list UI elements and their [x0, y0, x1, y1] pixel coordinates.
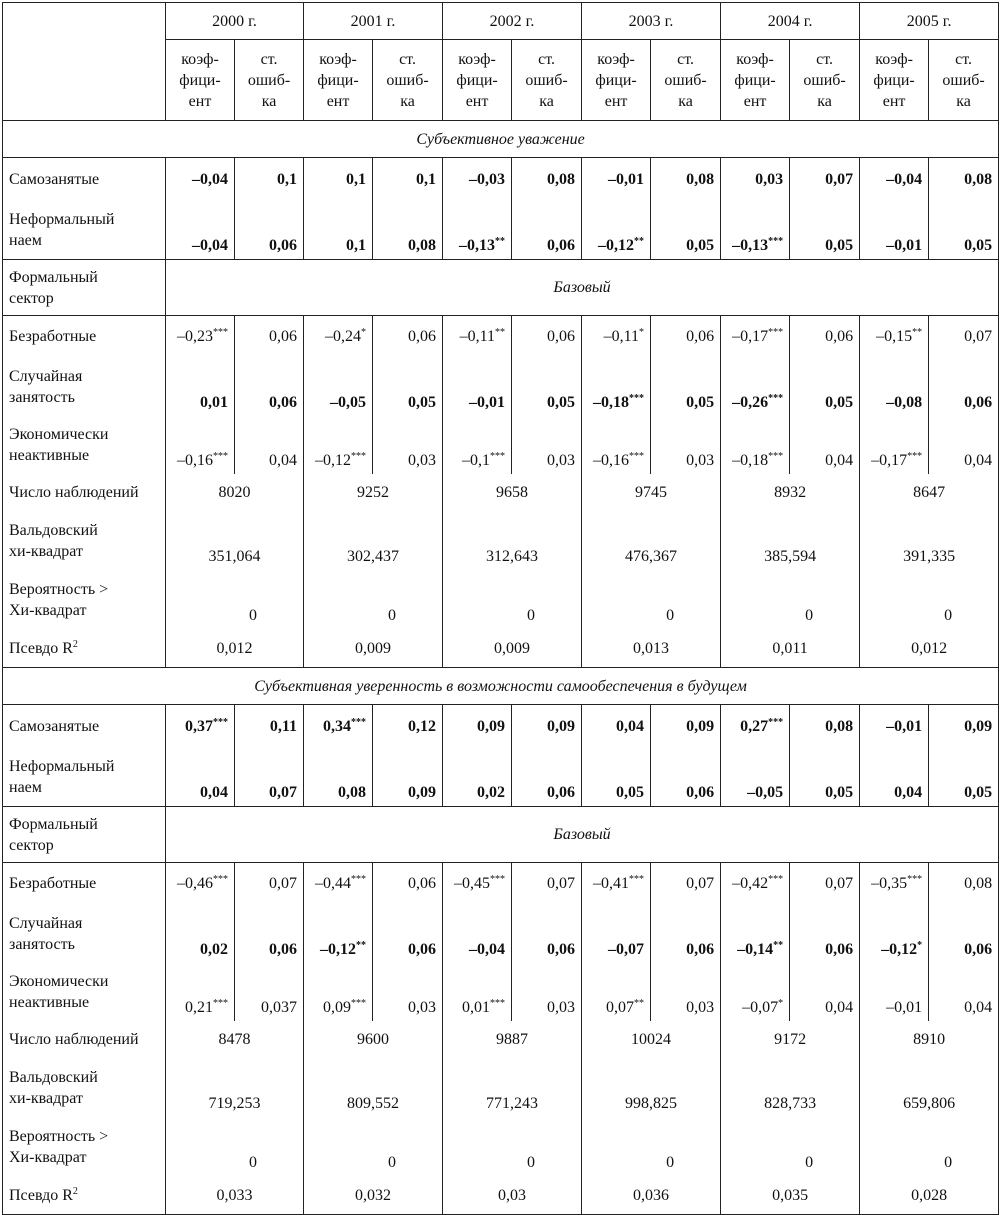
stderr-cell: 0,03 [373, 963, 443, 1021]
stderr-cell: 0,05 [373, 358, 443, 416]
coef-cell: –0,35*** [860, 863, 929, 905]
stderr-cell: 0,08 [373, 202, 443, 260]
significance-stars: *** [490, 997, 506, 1009]
coef-cell: –0,04 [166, 158, 235, 202]
coef-cell: –0,12* [860, 905, 929, 963]
significance-stars: *** [768, 327, 784, 339]
coef-cell: 0,37*** [166, 705, 235, 749]
stderr-column-header: ст. ошиб- ка [790, 40, 860, 121]
significance-stars: *** [907, 450, 923, 462]
column-subheader-row [3, 40, 999, 121]
stderr-cell: 0,037 [235, 963, 304, 1021]
stat-value: 0 [721, 571, 860, 630]
stat-value: 302,437 [304, 512, 443, 571]
stderr-cell: 0,08 [790, 705, 860, 749]
coef-cell: 0,01*** [443, 963, 512, 1021]
significance-stars: *** [351, 450, 367, 462]
stat-value: 0 [304, 571, 443, 630]
coef-cell: 0,05 [582, 749, 651, 807]
significance-stars: ** [495, 327, 506, 339]
significance-stars: *** [213, 997, 228, 1009]
stat-value: 0,028 [860, 1177, 999, 1215]
stderr-column-header: ст. ошиб- ка [651, 40, 721, 121]
stderr-cell: 0,07 [790, 158, 860, 202]
stderr-column-header: ст. ошиб- ка [373, 40, 443, 121]
table-row [3, 749, 999, 807]
stat-value: 998,825 [582, 1059, 721, 1118]
year-header: 2002 г. [443, 3, 582, 40]
stderr-cell: 0,1 [373, 158, 443, 202]
stderr-cell: 0,05 [651, 202, 721, 260]
coef-cell: –0,12** [304, 905, 373, 963]
stat-value: 8020 [166, 474, 304, 512]
stderr-cell: 0,03 [651, 416, 721, 474]
coef-cell: –0,45*** [443, 863, 512, 905]
stat-value: 0,011 [721, 630, 860, 668]
row-label: Случайная занятость [3, 905, 166, 963]
stat-value: 771,243 [443, 1059, 582, 1118]
stderr-cell: 0,06 [651, 905, 721, 963]
stderr-cell: 0,06 [373, 863, 443, 905]
significance-stars: *** [629, 450, 645, 462]
significance-stars: *** [213, 450, 228, 462]
year-header: 2005 г. [860, 3, 999, 40]
stat-value: 385,594 [721, 512, 860, 571]
year-header: 2004 г. [721, 3, 860, 40]
stderr-cell: 0,05 [790, 358, 860, 416]
stat-value: 9172 [721, 1021, 860, 1059]
coef-cell: –0,04 [860, 158, 929, 202]
table-row [3, 202, 999, 260]
significance-stars: *** [351, 717, 367, 729]
coef-cell: –0,12*** [304, 416, 373, 474]
stderr-cell: 0,08 [512, 158, 582, 202]
coef-cell: 0,08 [304, 749, 373, 807]
stat-value: 0 [582, 571, 721, 630]
stat-row [3, 1059, 999, 1118]
coef-cell: 0,09*** [304, 963, 373, 1021]
significance-stars: *** [629, 392, 645, 404]
stat-row [3, 474, 999, 512]
table-row [3, 705, 999, 749]
coef-cell: –0,05 [304, 358, 373, 416]
stat-value: 0,009 [304, 630, 443, 668]
stderr-cell: 0,06 [235, 358, 304, 416]
stat-value: 809,552 [304, 1059, 443, 1118]
coef-cell: 0,1 [304, 158, 373, 202]
corner-cell [3, 3, 166, 40]
stderr-cell: 0,06 [651, 749, 721, 807]
coef-cell: –0,23*** [166, 316, 235, 358]
stat-value: 8647 [860, 474, 999, 512]
year-header-row [3, 3, 999, 40]
stat-row [3, 1177, 999, 1215]
coef-cell: 0,09 [443, 705, 512, 749]
corner-cell [3, 40, 166, 121]
year-header: 2001 г. [304, 3, 443, 40]
stderr-cell: 0,06 [512, 749, 582, 807]
coef-cell: –0,41*** [582, 863, 651, 905]
coef-cell: –0,44*** [304, 863, 373, 905]
stderr-cell: 0,04 [790, 416, 860, 474]
coef-cell: 0,02 [443, 749, 512, 807]
stat-value: 0 [166, 1118, 304, 1177]
row-label: Безработные [3, 316, 166, 358]
regression-table [2, 2, 999, 1215]
stat-value: 9658 [443, 474, 582, 512]
stat-value: 351,064 [166, 512, 304, 571]
stat-value: 719,253 [166, 1059, 304, 1118]
stderr-cell: 0,07 [512, 863, 582, 905]
stderr-cell: 0,07 [235, 749, 304, 807]
stderr-cell: 0,08 [929, 158, 999, 202]
coef-cell: –0,01 [582, 158, 651, 202]
coef-cell: 0,03 [721, 158, 790, 202]
stderr-cell: 0,1 [235, 158, 304, 202]
coef-cell: –0,05 [721, 749, 790, 807]
stderr-cell: 0,08 [651, 158, 721, 202]
stderr-column-header: ст. ошиб- ка [929, 40, 999, 121]
stat-row [3, 512, 999, 571]
stderr-cell: 0,05 [929, 202, 999, 260]
significance-stars: *** [213, 874, 228, 886]
coef-cell: –0,01 [860, 202, 929, 260]
row-label: Формальный сектор [3, 807, 166, 863]
coef-cell: –0,07* [721, 963, 790, 1021]
stat-value: 0 [304, 1118, 443, 1177]
stderr-cell: 0,06 [235, 202, 304, 260]
significance-stars: *** [768, 874, 784, 886]
formal-sector-row [3, 260, 999, 316]
coef-cell: –0,24* [304, 316, 373, 358]
significance-stars: *** [213, 717, 228, 729]
stderr-cell: 0,07 [790, 863, 860, 905]
stderr-cell: 0,06 [929, 905, 999, 963]
significance-stars: *** [768, 392, 784, 404]
coef-cell: –0,1*** [443, 416, 512, 474]
stderr-cell: 0,06 [512, 905, 582, 963]
section-title: Субъективная уверенность в возможности самообеспечения в будущем [3, 668, 999, 705]
stat-value: 0 [721, 1118, 860, 1177]
stderr-cell: 0,06 [235, 316, 304, 358]
row-label: Экономически неактивные [3, 963, 166, 1021]
significance-stars: ** [634, 236, 645, 247]
section-title-row [3, 668, 999, 705]
stat-value: 312,643 [443, 512, 582, 571]
significance-stars: ** [634, 997, 645, 1009]
significance-stars: ** [773, 939, 784, 951]
year-header: 2000 г. [166, 3, 304, 40]
coef-column-header: коэф- фици- ент [166, 40, 235, 121]
stat-value: 10024 [582, 1021, 721, 1059]
significance-stars: *** [351, 874, 367, 886]
stat-row [3, 630, 999, 668]
stderr-cell: 0,09 [929, 705, 999, 749]
table-row [3, 863, 999, 905]
stderr-cell: 0,09 [512, 705, 582, 749]
coef-cell: 0,01 [166, 358, 235, 416]
table-row [3, 358, 999, 416]
coef-cell: –0,08 [860, 358, 929, 416]
formal-sector-row [3, 807, 999, 863]
row-label: Вальдовский хи-квадрат [3, 1059, 166, 1118]
stat-value: 8478 [166, 1021, 304, 1059]
significance-stars: *** [490, 450, 506, 462]
superscript: 2 [72, 1185, 78, 1197]
coef-cell: –0,18*** [721, 416, 790, 474]
row-label: Формальный сектор [3, 260, 166, 316]
base-category: Базовый [166, 260, 999, 316]
coef-column-header: коэф- фици- ент [860, 40, 929, 121]
stderr-cell: 0,06 [373, 905, 443, 963]
stat-value: 0 [166, 571, 304, 630]
coef-cell: –0,26*** [721, 358, 790, 416]
coef-cell: 0,27*** [721, 705, 790, 749]
coef-cell: 0,04 [166, 749, 235, 807]
stderr-cell: 0,06 [790, 905, 860, 963]
row-label: Вальдовский хи-квадрат [3, 512, 166, 571]
table-row [3, 416, 999, 474]
coef-cell: –0,15** [860, 316, 929, 358]
coef-cell: –0,17*** [860, 416, 929, 474]
coef-cell: –0,13*** [721, 202, 790, 260]
year-header: 2003 г. [582, 3, 721, 40]
significance-stars: * [361, 327, 367, 339]
stat-value: 9252 [304, 474, 443, 512]
stat-value: 0,009 [443, 630, 582, 668]
stderr-cell: 0,09 [373, 749, 443, 807]
stat-value: 0 [443, 1118, 582, 1177]
stat-value: 391,335 [860, 512, 999, 571]
stderr-cell: 0,09 [651, 705, 721, 749]
coef-cell: 0,34*** [304, 705, 373, 749]
stat-value: 0,036 [582, 1177, 721, 1215]
coef-cell: –0,01 [860, 705, 929, 749]
coef-cell: –0,18*** [582, 358, 651, 416]
coef-cell: –0,11* [582, 316, 651, 358]
coef-column-header: коэф- фици- ент [721, 40, 790, 121]
row-label: Неформальный наем [3, 749, 166, 807]
row-label: Псевдо $R^2$ [3, 1177, 166, 1215]
section-title-row [3, 121, 999, 158]
coef-column-header: коэф- фици- ент [443, 40, 512, 121]
coef-cell: –0,03 [443, 158, 512, 202]
coef-cell: –0,14** [721, 905, 790, 963]
stderr-cell: 0,07 [929, 316, 999, 358]
stat-value: 9887 [443, 1021, 582, 1059]
stderr-cell: 0,04 [790, 963, 860, 1021]
stat-value: 8932 [721, 474, 860, 512]
stat-value: 8910 [860, 1021, 999, 1059]
coef-cell: –0,17*** [721, 316, 790, 358]
stat-value: 659,806 [860, 1059, 999, 1118]
coef-cell: –0,42*** [721, 863, 790, 905]
stderr-cell: 0,04 [235, 416, 304, 474]
coef-cell: –0,11** [443, 316, 512, 358]
stderr-cell: 0,04 [929, 416, 999, 474]
row-label: Неформальный наем [3, 202, 166, 260]
coef-cell: –0,12** [582, 202, 651, 260]
stderr-cell: 0,03 [373, 416, 443, 474]
coef-cell: –0,07 [582, 905, 651, 963]
stderr-cell: 0,12 [373, 705, 443, 749]
coef-cell: –0,16*** [582, 416, 651, 474]
stat-row [3, 1021, 999, 1059]
stat-value: 0,012 [166, 630, 304, 668]
significance-stars: * [778, 997, 784, 1009]
stat-value: 0,032 [304, 1177, 443, 1215]
stat-value: 476,367 [582, 512, 721, 571]
superscript: 2 [72, 638, 78, 650]
coef-cell: 0,1 [304, 202, 373, 260]
coef-column-header: коэф- фици- ент [582, 40, 651, 121]
stderr-cell: 0,05 [929, 749, 999, 807]
coef-column-header: коэф- фици- ент [304, 40, 373, 121]
significance-stars: *** [907, 874, 923, 886]
row-label: Вероятность > Хи-квадрат [3, 1118, 166, 1177]
stderr-cell: 0,03 [651, 963, 721, 1021]
significance-stars: *** [213, 327, 228, 339]
coef-cell: –0,46*** [166, 863, 235, 905]
stderr-cell: 0,06 [512, 202, 582, 260]
stderr-column-header: ст. ошиб- ка [235, 40, 304, 121]
significance-stars: ** [495, 236, 506, 247]
section-title: Субъективное уважение [3, 121, 999, 158]
significance-stars: *** [768, 236, 784, 247]
table-row [3, 963, 999, 1021]
row-label: Псевдо $R^2$ [3, 630, 166, 668]
row-label: Вероятность > Хи-квадрат [3, 571, 166, 630]
stat-value: 9745 [582, 474, 721, 512]
base-category: Базовый [166, 807, 999, 863]
coef-cell: 0,02 [166, 905, 235, 963]
coef-cell: –0,04 [443, 905, 512, 963]
table-row [3, 316, 999, 358]
significance-stars: *** [629, 874, 645, 886]
significance-stars: *** [768, 717, 784, 729]
coef-cell: –0,04 [166, 202, 235, 260]
stderr-cell: 0,03 [512, 416, 582, 474]
stderr-cell: 0,04 [929, 963, 999, 1021]
stderr-cell: 0,07 [235, 863, 304, 905]
stat-row [3, 1118, 999, 1177]
stat-value: 0 [860, 571, 999, 630]
significance-stars: ** [356, 939, 367, 951]
row-label: Число наблюдений [3, 1021, 166, 1059]
stat-value: 0,012 [860, 630, 999, 668]
significance-stars: ** [912, 327, 923, 339]
coef-cell: –0,16*** [166, 416, 235, 474]
stderr-cell: 0,05 [790, 202, 860, 260]
significance-stars: *** [768, 450, 784, 462]
coef-cell: –0,01 [860, 963, 929, 1021]
significance-stars: *** [351, 997, 367, 1009]
stat-value: 0,013 [582, 630, 721, 668]
stderr-cell: 0,06 [512, 316, 582, 358]
stat-row [3, 571, 999, 630]
stderr-cell: 0,05 [512, 358, 582, 416]
row-label: Самозанятые [3, 705, 166, 749]
stderr-cell: 0,07 [651, 863, 721, 905]
coef-cell: 0,07** [582, 963, 651, 1021]
coef-cell: 0,04 [582, 705, 651, 749]
stat-value: 0 [443, 571, 582, 630]
stderr-cell: 0,06 [373, 316, 443, 358]
stat-value: 0,03 [443, 1177, 582, 1215]
row-label: Случайная занятость [3, 358, 166, 416]
stat-value: 0,035 [721, 1177, 860, 1215]
stat-value: 828,733 [721, 1059, 860, 1118]
stderr-cell: 0,08 [929, 863, 999, 905]
stderr-cell: 0,05 [790, 749, 860, 807]
row-label: Самозанятые [3, 158, 166, 202]
stat-value: 0 [860, 1118, 999, 1177]
stderr-cell: 0,06 [235, 905, 304, 963]
stderr-cell: 0,11 [235, 705, 304, 749]
significance-stars: * [917, 939, 923, 951]
stderr-cell: 0,06 [790, 316, 860, 358]
stat-value: 0 [582, 1118, 721, 1177]
table-row [3, 905, 999, 963]
significance-stars: * [639, 327, 645, 339]
coef-cell: 0,04 [860, 749, 929, 807]
significance-stars: *** [490, 874, 506, 886]
stat-value: 9600 [304, 1021, 443, 1059]
coef-cell: –0,01 [443, 358, 512, 416]
stat-value: 0,033 [166, 1177, 304, 1215]
table-row [3, 158, 999, 202]
stderr-cell: 0,06 [929, 358, 999, 416]
row-label: Безработные [3, 863, 166, 905]
coef-cell: –0,13** [443, 202, 512, 260]
row-label: Число наблюдений [3, 474, 166, 512]
row-label: Экономически неактивные [3, 416, 166, 474]
stderr-column-header: ст. ошиб- ка [512, 40, 582, 121]
stderr-cell: 0,03 [512, 963, 582, 1021]
stderr-cell: 0,05 [651, 358, 721, 416]
coef-cell: 0,21*** [166, 963, 235, 1021]
stderr-cell: 0,06 [651, 316, 721, 358]
